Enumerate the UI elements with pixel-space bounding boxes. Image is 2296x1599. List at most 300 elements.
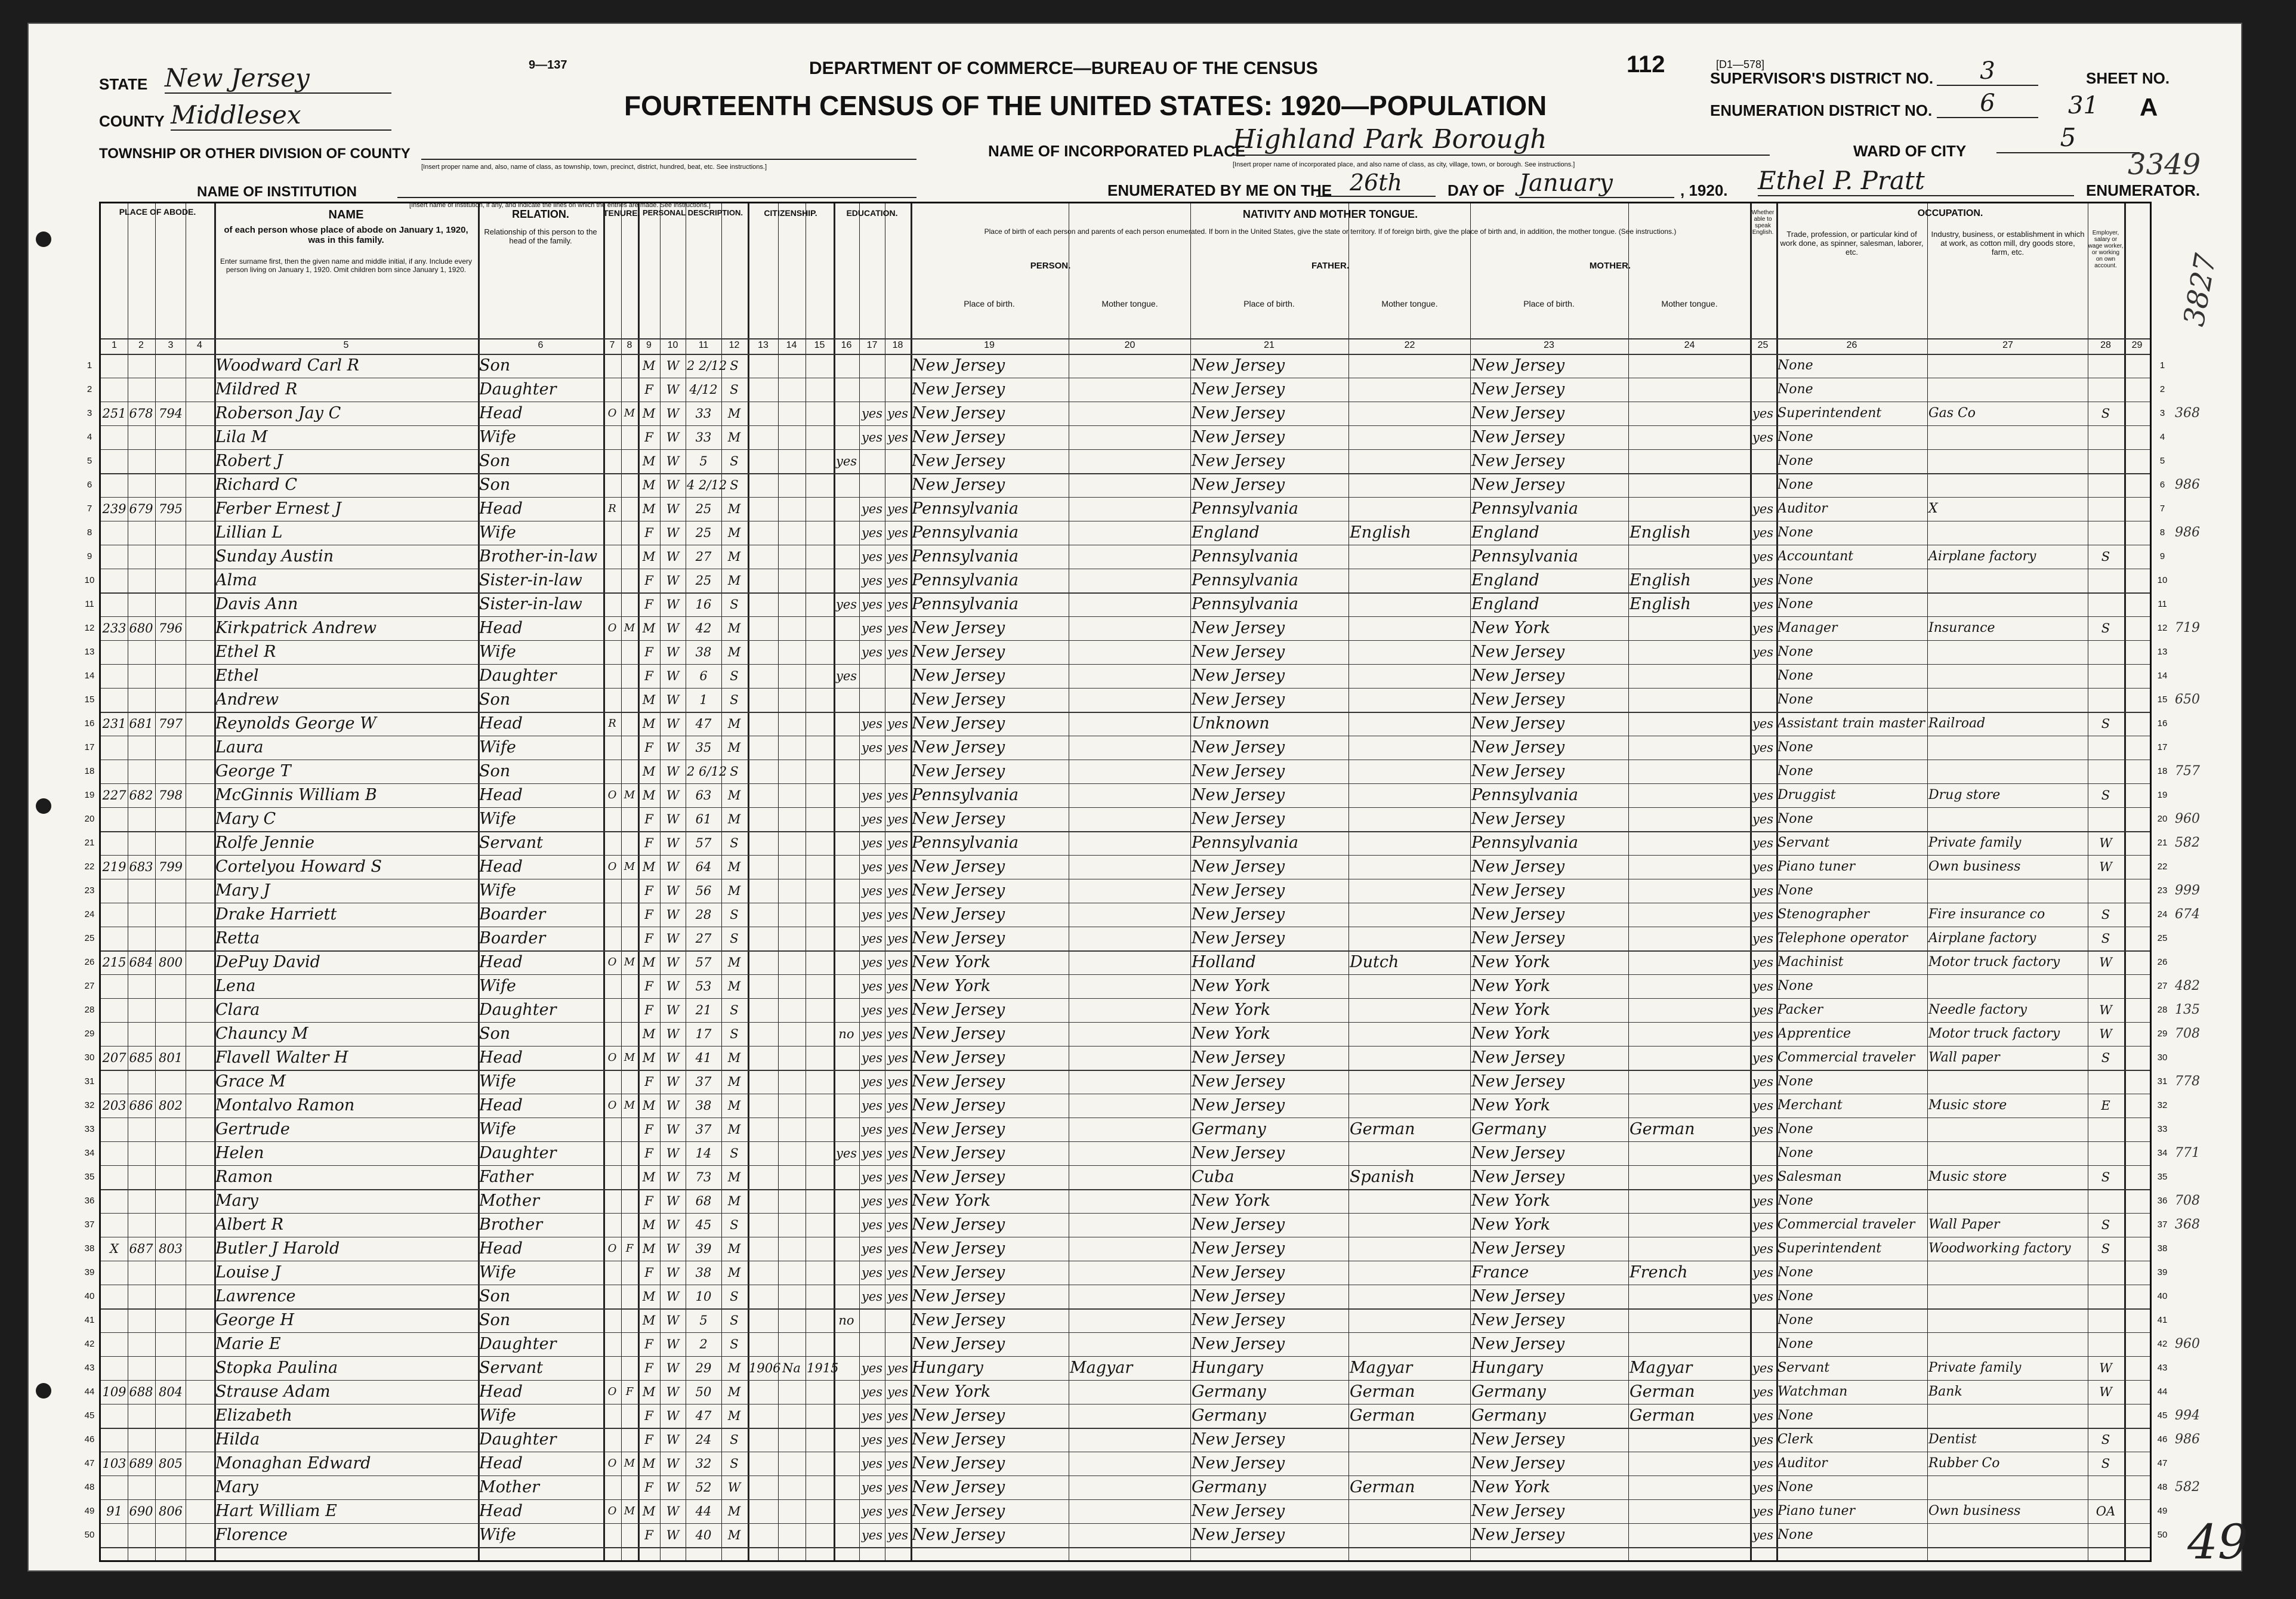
cell-natyr: 1915	[807, 1361, 839, 1375]
father-header: FATHER.	[1311, 261, 1350, 271]
cell-pob: New Jersey	[912, 690, 1005, 709]
row-number: 21	[84, 838, 95, 848]
cell-eng: yes	[1752, 884, 1774, 898]
margin-code: 986	[2175, 477, 2200, 492]
cell-house: 687	[129, 1242, 153, 1256]
cell-race: W	[666, 1242, 680, 1256]
cell-eng: yes	[1752, 1385, 1774, 1399]
row-number: 13	[2157, 647, 2168, 657]
cell-mmt: English	[1630, 571, 1691, 589]
cell-house: 688	[129, 1385, 153, 1399]
cell-fmt: German	[1350, 1382, 1415, 1401]
cell-race: W	[666, 454, 680, 468]
cell-occ: Superintendent	[1777, 406, 1882, 421]
tenure-header: TENURE.	[603, 208, 640, 218]
cell-sex: F	[644, 931, 653, 946]
cell-school: yes	[835, 597, 857, 612]
cell-relation: Sister-in-law	[479, 595, 582, 613]
cell-name: Monaghan Edward	[215, 1454, 371, 1473]
row-number: 48	[2157, 1482, 2168, 1492]
margin-code: 708	[2175, 1193, 2200, 1208]
cell-fpob: New Jersey	[1192, 1144, 1285, 1162]
cell-mmt: French	[1630, 1263, 1688, 1282]
cell-pob: New Jersey	[912, 857, 1005, 876]
cell-race: W	[666, 573, 680, 588]
cell-fpob: Pennsylvania	[1192, 595, 1298, 613]
cell-relation: Head	[479, 1502, 523, 1520]
cell-fpob: New Jersey	[1192, 1502, 1285, 1520]
cell-mpob: England	[1471, 523, 1539, 542]
cell-read: yes	[861, 788, 883, 802]
cell-race: W	[666, 478, 680, 492]
cell-name: Laura	[215, 738, 264, 757]
cell-home: R	[608, 502, 616, 515]
cell-mpob: New York	[1471, 1215, 1551, 1234]
cell-mmt: German	[1630, 1382, 1695, 1401]
cell-read: yes	[861, 1504, 883, 1518]
cell-age: 4 2/12	[687, 478, 727, 492]
table-row	[84, 640, 2168, 664]
cell-pob: New Jersey	[912, 643, 1005, 661]
row-number: 7	[87, 504, 92, 514]
cell-age: 52	[695, 1480, 712, 1495]
row-number: 45	[84, 1410, 95, 1421]
column-number: 14	[786, 340, 797, 350]
cell-home: O	[607, 622, 617, 634]
cell-eng: yes	[1752, 1456, 1774, 1471]
row-number: 38	[84, 1243, 95, 1254]
column-number: 15	[814, 340, 825, 350]
cell-pob: New Jersey	[912, 1072, 1005, 1091]
place-of-abode-header: PLACE OF ABODE.	[119, 207, 196, 217]
column-number: 9	[646, 340, 652, 350]
cell-name: Strause Adam	[215, 1382, 331, 1401]
cell-relation: Son	[479, 1024, 511, 1043]
nativity-note: Place of birth of each person and parents of each person enumerated. If born in the United States, give the state or territory. If of foreign birth, give the place of birth and, in addition, the mother tongue. (See instructions.)	[984, 227, 1677, 236]
cell-age: 57	[695, 955, 712, 970]
cell-write: yes	[887, 550, 909, 564]
cell-name: Lawrence	[215, 1287, 296, 1305]
relation-subheader: Relationship of this person to the head of the family.	[484, 227, 597, 245]
place-value: Highland Park Borough	[1233, 124, 1770, 156]
cell-age: 47	[695, 1409, 712, 1423]
margin-code: 582	[2175, 835, 2200, 850]
cell-owned: M	[624, 1505, 635, 1517]
cell-relation: Son	[479, 476, 511, 494]
cell-pob: New Jersey	[912, 1239, 1005, 1258]
cell-name: Cortelyou Howard S	[215, 857, 382, 876]
cell-relation: Daughter	[479, 1335, 557, 1353]
table-row	[84, 998, 2200, 1022]
cell-eng: yes	[1752, 1194, 1774, 1208]
cell-street: 239	[102, 502, 126, 516]
cell-mpob: New Jersey	[1471, 1454, 1565, 1473]
cell-name: Drake Harriett	[215, 905, 337, 924]
cell-street: 207	[102, 1051, 126, 1065]
cell-pob: New Jersey	[912, 404, 1005, 422]
cell-race: W	[666, 1385, 680, 1399]
column-number: 2	[138, 340, 144, 350]
cell-write: yes	[887, 1504, 909, 1518]
row-number: 28	[84, 1005, 95, 1015]
row-number: 25	[84, 933, 95, 943]
page-title: FOURTEENTH CENSUS OF THE UNITED STATES: 1920—POPULATION	[624, 90, 1547, 121]
table-row	[84, 1213, 2200, 1237]
cell-age: 16	[695, 597, 712, 612]
cell-emp: S	[2101, 1242, 2110, 1256]
place-of-birth-label: Place of birth.	[964, 299, 1015, 308]
form-ref: [D1—578]	[1716, 58, 1765, 70]
cell-mpob: Pennsylvania	[1471, 834, 1578, 852]
cell-write: yes	[887, 740, 909, 755]
cell-fpob: New Jersey	[1192, 738, 1285, 757]
row-number: 2	[87, 384, 92, 394]
cell-age: 2 6/12	[687, 764, 727, 779]
cell-marital: S	[730, 1456, 739, 1471]
cell-pob: New York	[912, 977, 991, 995]
cell-eng: yes	[1752, 1433, 1774, 1447]
cell-sex: F	[644, 836, 653, 850]
cell-race: W	[666, 1361, 680, 1375]
cell-occ: None	[1777, 477, 1813, 492]
township-line	[421, 159, 916, 160]
cell-home: O	[607, 1051, 617, 1064]
cell-eng: yes	[1752, 717, 1774, 731]
cell-owned: M	[624, 789, 635, 801]
cell-ind: Music store	[1928, 1169, 2007, 1184]
cell-occ: Piano tuner	[1777, 1504, 1856, 1518]
cell-mpob: New Jersey	[1471, 428, 1565, 446]
cell-name: Lillian L	[215, 523, 283, 542]
cell-race: W	[666, 645, 680, 659]
cell-ind: Railroad	[1928, 716, 1986, 731]
cell-relation: Brother-in-law	[479, 547, 598, 566]
row-number: 22	[2157, 862, 2168, 872]
cell-marital: S	[730, 1218, 739, 1232]
row-number: 48	[84, 1482, 95, 1492]
cell-eng: yes	[1752, 740, 1774, 755]
cell-mpob: New Jersey	[1471, 1335, 1565, 1353]
cell-name: Reynolds George W	[215, 714, 377, 733]
institution-line	[397, 197, 916, 198]
cell-sex: F	[644, 740, 653, 755]
cell-fpob: New Jersey	[1192, 619, 1285, 637]
cell-race: W	[666, 1098, 680, 1113]
cell-pob: New Jersey	[912, 1454, 1005, 1473]
cell-pob: Pennsylvania	[912, 499, 1019, 518]
margin-code: 719	[2175, 621, 2200, 635]
table-row	[84, 879, 2200, 903]
cell-write: yes	[887, 1242, 909, 1256]
cell-sex: F	[644, 1122, 653, 1137]
table-row	[84, 903, 2200, 927]
cell-relation: Head	[479, 499, 523, 518]
cell-relation: Wife	[479, 1406, 516, 1425]
cell-sex: M	[642, 717, 656, 731]
cell-dwelling: 797	[158, 717, 183, 731]
name-header: NAME	[328, 208, 364, 221]
cell-pob: New Jersey	[912, 1478, 1005, 1496]
cell-relation: Head	[479, 953, 523, 971]
cell-dwelling: 799	[158, 860, 183, 874]
cell-pob: New Jersey	[912, 476, 1005, 494]
cell-relation: Wife	[479, 1263, 516, 1282]
cell-dwelling: 798	[158, 788, 183, 802]
cell-ind: Needle factory	[1928, 1002, 2027, 1017]
cell-relation: Wife	[479, 810, 516, 828]
cell-relation: Daughter	[479, 1430, 557, 1449]
cell-read: yes	[861, 1265, 883, 1280]
cell-mpob: England	[1471, 595, 1539, 613]
cell-read: yes	[861, 1051, 883, 1065]
cell-name: Ethel R	[215, 643, 276, 661]
education-header: EDUCATION.	[846, 208, 898, 218]
cell-name: Mildred R	[215, 380, 298, 399]
cell-marital: S	[730, 1289, 739, 1304]
row-number: 47	[84, 1458, 95, 1468]
cell-emp: S	[2101, 1433, 2110, 1447]
cell-age: 25	[695, 502, 712, 516]
table-row	[84, 950, 2168, 974]
cell-relation: Mother	[479, 1191, 540, 1210]
cell-fpob: New Jersey	[1192, 428, 1285, 446]
cell-read: yes	[861, 1098, 883, 1113]
enumerator-label: ENUMERATOR.	[2086, 181, 2201, 199]
cell-home: O	[607, 407, 617, 419]
cell-read: yes	[861, 550, 883, 564]
cell-write: yes	[887, 1194, 909, 1208]
cell-ind: Own business	[1928, 859, 2021, 874]
cell-read: yes	[861, 1385, 883, 1399]
cell-name: Helen	[215, 1144, 264, 1162]
cell-ind: Private family	[1928, 1360, 2022, 1375]
cell-name: Hilda	[215, 1430, 260, 1449]
cell-marital: S	[730, 1027, 739, 1041]
cell-emp: S	[2101, 1051, 2110, 1065]
cell-eng: yes	[1752, 550, 1774, 564]
cell-fmt: Magyar	[1350, 1359, 1413, 1377]
cell-read: yes	[861, 1075, 883, 1089]
row-number: 50	[84, 1530, 95, 1540]
cell-age: 38	[695, 1098, 712, 1113]
cell-age: 57	[695, 836, 712, 850]
cell-name: Gertrude	[215, 1120, 290, 1138]
cell-read: yes	[861, 1409, 883, 1423]
table-row	[84, 1285, 2168, 1308]
cell-race: W	[666, 1313, 680, 1328]
cell-read: yes	[861, 836, 883, 850]
table-row	[84, 927, 2168, 950]
cell-sex: M	[642, 788, 656, 802]
table-row	[84, 760, 2200, 783]
enumerator-name: Ethel P. Pratt	[1758, 166, 2074, 196]
name-subheader: of each person whose place of abode on January 1, 1920, was in this family.	[224, 225, 468, 245]
cell-write: yes	[887, 1003, 909, 1017]
row-number: 27	[2157, 981, 2168, 991]
cell-write: yes	[887, 1098, 909, 1113]
cell-name: Marie E	[215, 1335, 281, 1353]
enumeration-label: ENUMERATION DISTRICT NO.	[1710, 101, 1933, 119]
cell-sex: M	[642, 454, 656, 468]
cell-name: Chauncy M	[215, 1024, 308, 1043]
cell-emp: S	[2101, 1218, 2110, 1232]
cell-sex: F	[644, 1361, 653, 1375]
row-number: 30	[84, 1052, 95, 1063]
cell-dwelling: 800	[158, 955, 183, 970]
cell-eng: yes	[1752, 1409, 1774, 1423]
cell-name: George H	[215, 1311, 295, 1329]
cell-occ: None	[1777, 525, 1813, 540]
cell-marital: S	[730, 693, 739, 707]
row-number: 11	[85, 599, 94, 609]
cell-eng: yes	[1752, 645, 1774, 659]
cell-read: yes	[861, 1242, 883, 1256]
cell-marital: M	[727, 1075, 741, 1089]
row-number: 17	[2157, 742, 2168, 752]
cell-sex: F	[644, 1265, 653, 1280]
nativity-header: NATIVITY AND MOTHER TONGUE.	[1242, 208, 1418, 220]
row-number: 37	[84, 1220, 95, 1230]
cell-read: yes	[861, 430, 883, 444]
cell-occ: Commercial traveler	[1777, 1050, 1915, 1065]
cell-fpob: New Jersey	[1192, 905, 1285, 924]
cell-eng: yes	[1752, 430, 1774, 444]
cell-write: yes	[887, 884, 909, 898]
cell-marital: M	[727, 955, 741, 970]
row-number: 9	[87, 551, 92, 561]
cell-pob: New Jersey	[912, 619, 1005, 637]
cell-house: 680	[129, 621, 153, 635]
cell-name: Montalvo Ramon	[215, 1096, 355, 1115]
cell-mpob: New Jersey	[1471, 714, 1565, 733]
sheet-label: SHEET NO.	[2086, 69, 2170, 87]
column-number: 20	[1124, 340, 1135, 350]
cell-sex: M	[642, 693, 656, 707]
cell-marital: S	[730, 478, 739, 492]
cell-emp: S	[2101, 717, 2110, 731]
cell-pob: New Jersey	[912, 380, 1005, 399]
cell-marital: S	[730, 1433, 739, 1447]
mother-header: MOTHER.	[1589, 261, 1631, 271]
cell-name: Lila M	[215, 428, 268, 446]
row-number: 50	[2157, 1530, 2168, 1540]
cell-school: no	[838, 1313, 854, 1328]
cell-read: yes	[861, 1361, 883, 1375]
cell-sex: F	[644, 1528, 653, 1542]
cell-relation: Mother	[479, 1478, 540, 1496]
cell-sex: F	[644, 907, 653, 922]
cell-age: 73	[695, 1170, 712, 1184]
cell-name: Kirkpatrick Andrew	[215, 619, 377, 637]
cell-occ: None	[1777, 764, 1813, 779]
cell-mpob: New Jersey	[1471, 1144, 1565, 1162]
cell-relation: Head	[479, 404, 523, 422]
ward-value: 5	[1996, 123, 2140, 153]
cell-emp: W	[2099, 1385, 2112, 1399]
column-number: 5	[343, 340, 349, 350]
column-number: 7	[609, 340, 615, 350]
cell-emp: OA	[2096, 1504, 2116, 1518]
cell-relation: Wife	[479, 428, 516, 446]
cell-mpob: New Jersey	[1471, 881, 1565, 900]
cell-name: Louise J	[215, 1263, 281, 1282]
table-row	[84, 616, 2200, 640]
cell-sex: M	[642, 1098, 656, 1113]
cell-fpob: Unknown	[1192, 714, 1270, 733]
cell-fmt: German	[1350, 1478, 1415, 1496]
cell-emp: W	[2099, 1361, 2112, 1375]
cell-marital: M	[727, 884, 741, 898]
cell-street: 251	[102, 406, 126, 421]
cell-relation: Son	[479, 452, 511, 470]
cell-age: 25	[695, 526, 712, 540]
row-number: 8	[87, 527, 92, 538]
cell-imm: 1906	[749, 1361, 781, 1375]
cell-race: W	[666, 406, 680, 421]
cell-race: W	[666, 1122, 680, 1137]
cell-eng: yes	[1752, 1218, 1774, 1232]
cell-eng: yes	[1752, 907, 1774, 922]
table-row	[85, 592, 2167, 616]
cell-fmt: English	[1350, 523, 1411, 542]
row-number: 1	[2159, 360, 2165, 371]
row-number: 31	[84, 1076, 95, 1086]
cell-name: Mary	[215, 1478, 258, 1496]
cell-name: Roberson Jay C	[215, 404, 341, 422]
cell-occ: Piano tuner	[1777, 859, 1856, 874]
table-row	[84, 855, 2168, 879]
row-number: 26	[84, 957, 95, 967]
cell-marital: S	[730, 764, 739, 779]
cell-race: W	[666, 764, 680, 779]
cell-ind: Motor truck factory	[1928, 955, 2060, 970]
cell-pob: New Jersey	[912, 905, 1005, 924]
cell-marital: M	[727, 430, 741, 444]
table-row	[84, 1475, 2200, 1499]
cell-write: yes	[887, 1385, 909, 1399]
mother-tongue-label: Mother tongue.	[1381, 299, 1438, 308]
table-row	[84, 736, 2168, 760]
census-sheet	[27, 23, 2248, 1572]
row-number: 4	[87, 432, 92, 442]
cell-house: 681	[129, 717, 153, 731]
row-number: 15	[2157, 694, 2168, 705]
row-number: 22	[84, 862, 95, 872]
cell-age: 35	[695, 740, 712, 755]
cell-mmt: Magyar	[1630, 1359, 1693, 1377]
cell-mpob: New Jersey	[1471, 1526, 1565, 1544]
cell-occ: Auditor	[1777, 1456, 1828, 1471]
cell-owned: M	[624, 956, 635, 968]
cell-eng: yes	[1752, 573, 1774, 588]
row-number: 24	[84, 909, 95, 919]
cell-home: R	[608, 717, 616, 730]
column-number: 13	[758, 340, 769, 350]
cell-relation: Father	[479, 1168, 533, 1186]
table-row	[84, 1261, 2168, 1285]
cell-house: 689	[129, 1456, 153, 1471]
cell-emp: S	[2101, 406, 2110, 421]
cell-age: 28	[695, 907, 712, 922]
place-of-birth-label: Place of birth.	[1243, 299, 1295, 308]
cell-marital: S	[730, 382, 739, 397]
cell-dwelling: 795	[158, 502, 183, 516]
cell-pob: New Jersey	[912, 1001, 1005, 1019]
cell-read: yes	[861, 1122, 883, 1137]
row-number: 44	[84, 1387, 95, 1397]
cell-occ: None	[1777, 692, 1813, 707]
cell-marital: M	[727, 1194, 741, 1208]
